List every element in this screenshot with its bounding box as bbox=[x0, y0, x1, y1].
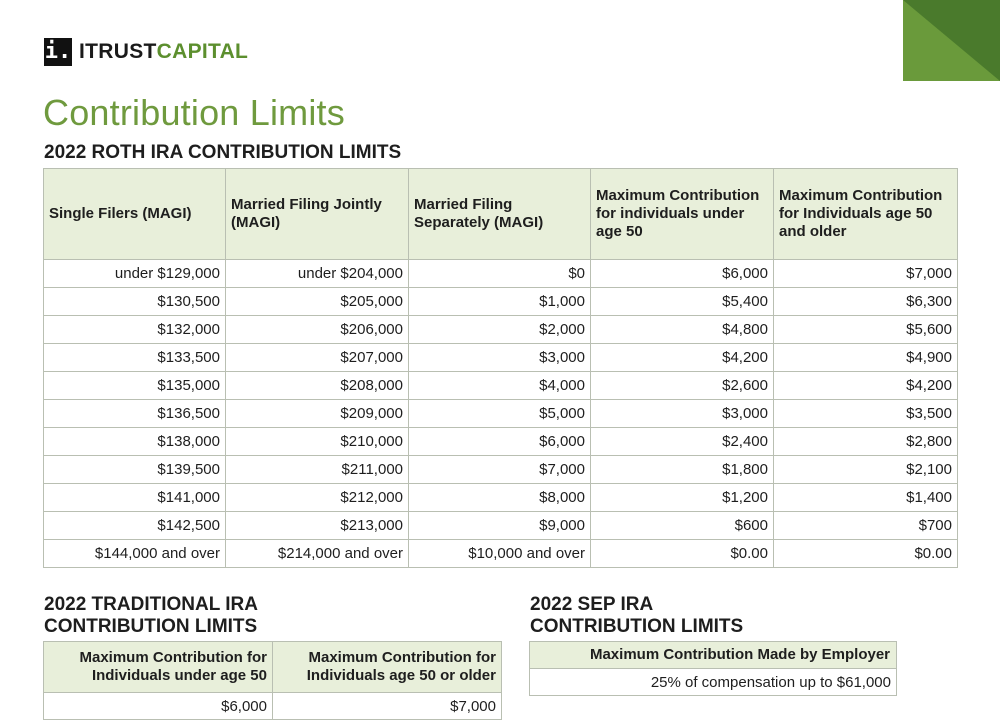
table-cell: $700 bbox=[774, 512, 958, 540]
table-cell: $1,200 bbox=[591, 484, 774, 512]
roth-heading: 2022 ROTH IRA CONTRIBUTION LIMITS bbox=[44, 142, 402, 163]
table-cell: $142,500 bbox=[44, 512, 226, 540]
table-cell: $600 bbox=[591, 512, 774, 540]
table-cell: $133,500 bbox=[44, 344, 226, 372]
table-cell: $206,000 bbox=[226, 316, 409, 344]
corner-decoration bbox=[903, 0, 1000, 81]
table-cell: under $129,000 bbox=[44, 260, 226, 288]
table-cell: $7,000 bbox=[774, 260, 958, 288]
table-body bbox=[44, 260, 958, 568]
table-cell: $213,000 bbox=[226, 512, 409, 540]
traditional-heading-line2: CONTRIBUTION LIMITS bbox=[44, 616, 258, 637]
table-cell: $3,000 bbox=[409, 344, 591, 372]
table-row bbox=[44, 512, 958, 540]
table-cell: $8,000 bbox=[409, 484, 591, 512]
table-cell: $10,000 and over bbox=[409, 540, 591, 568]
table-cell: $212,000 bbox=[226, 484, 409, 512]
table-header-row bbox=[44, 169, 958, 260]
table-cell: $1,800 bbox=[591, 456, 774, 484]
sep-heading-line1: 2022 SEP IRA bbox=[530, 594, 654, 615]
table-cell: $6,000 bbox=[44, 693, 273, 720]
table-header-row bbox=[530, 642, 897, 669]
table-row bbox=[44, 400, 958, 428]
table-cell: $7,000 bbox=[273, 693, 502, 720]
traditional-heading bbox=[44, 594, 258, 638]
traditional-heading-line1: 2022 TRADITIONAL IRA bbox=[44, 594, 258, 615]
column-header: Maximum Contribution for Individuals age 50 and older bbox=[774, 169, 958, 260]
table-cell: $2,600 bbox=[591, 372, 774, 400]
table-cell: $132,000 bbox=[44, 316, 226, 344]
table-cell: $0 bbox=[409, 260, 591, 288]
table-row bbox=[530, 669, 897, 696]
table-cell: $209,000 bbox=[226, 400, 409, 428]
table-cell: $9,000 bbox=[409, 512, 591, 540]
logo-mark: i. bbox=[44, 39, 72, 64]
table-row bbox=[44, 288, 958, 316]
table-row bbox=[44, 428, 958, 456]
column-header: Maximum Contribution Made by Employer bbox=[530, 642, 897, 669]
column-header: Single Filers (MAGI) bbox=[44, 169, 226, 260]
table-cell: $6,000 bbox=[409, 428, 591, 456]
table-cell: $130,500 bbox=[44, 288, 226, 316]
table-cell: $5,400 bbox=[591, 288, 774, 316]
column-header: Maximum Contribution for individuals under age 50 bbox=[591, 169, 774, 260]
table-cell: $211,000 bbox=[226, 456, 409, 484]
table-cell: $4,800 bbox=[591, 316, 774, 344]
table-row bbox=[44, 456, 958, 484]
column-header: Maximum Contribution for Individuals under age 50 bbox=[44, 642, 273, 693]
table-cell: $7,000 bbox=[409, 456, 591, 484]
brand-logo[interactable] bbox=[44, 38, 248, 66]
roth-ira-table bbox=[43, 168, 958, 568]
table-cell: $3,500 bbox=[774, 400, 958, 428]
table-cell: $136,500 bbox=[44, 400, 226, 428]
table-cell: $207,000 bbox=[226, 344, 409, 372]
column-header: Married Filing Separately (MAGI) bbox=[409, 169, 591, 260]
table-cell: $2,100 bbox=[774, 456, 958, 484]
table-cell: $1,000 bbox=[409, 288, 591, 316]
table-cell: $144,000 and over bbox=[44, 540, 226, 568]
sep-ira-table bbox=[529, 641, 897, 696]
table-cell: $5,000 bbox=[409, 400, 591, 428]
logo-wordmark bbox=[79, 40, 248, 64]
table-body bbox=[44, 693, 502, 720]
table-cell: $205,000 bbox=[226, 288, 409, 316]
sep-heading bbox=[530, 594, 743, 638]
table-cell: $214,000 and over bbox=[226, 540, 409, 568]
table-cell: $210,000 bbox=[226, 428, 409, 456]
table-cell: $5,600 bbox=[774, 316, 958, 344]
table-cell: $4,900 bbox=[774, 344, 958, 372]
page-title: Contribution Limits bbox=[43, 92, 345, 133]
column-header: Married Filing Jointly (MAGI) bbox=[226, 169, 409, 260]
table-row bbox=[44, 260, 958, 288]
column-header: Maximum Contribution for Individuals age 50 or older bbox=[273, 642, 502, 693]
table-cell: $0.00 bbox=[591, 540, 774, 568]
table-cell: $6,300 bbox=[774, 288, 958, 316]
sep-heading-line2: CONTRIBUTION LIMITS bbox=[530, 616, 744, 637]
table-cell: $2,400 bbox=[591, 428, 774, 456]
table-cell: $2,800 bbox=[774, 428, 958, 456]
table-row bbox=[44, 344, 958, 372]
table-body bbox=[530, 669, 897, 696]
table-cell: $3,000 bbox=[591, 400, 774, 428]
table-cell: $135,000 bbox=[44, 372, 226, 400]
table-row bbox=[44, 540, 958, 568]
table-header-row bbox=[44, 642, 502, 693]
table-cell: 25% of compensation up to $61,000 bbox=[530, 669, 897, 696]
table-row bbox=[44, 484, 958, 512]
table-cell: under $204,000 bbox=[226, 260, 409, 288]
table-cell: $141,000 bbox=[44, 484, 226, 512]
traditional-ira-table bbox=[43, 641, 502, 720]
table-cell: $0.00 bbox=[774, 540, 958, 568]
table-cell: $6,000 bbox=[591, 260, 774, 288]
table-cell: $4,200 bbox=[591, 344, 774, 372]
table-row bbox=[44, 316, 958, 344]
table-cell: $138,000 bbox=[44, 428, 226, 456]
table-cell: $1,400 bbox=[774, 484, 958, 512]
table-cell: $4,000 bbox=[409, 372, 591, 400]
table-cell: $139,500 bbox=[44, 456, 226, 484]
logo-text-itrust: ITRUST bbox=[79, 40, 157, 63]
table-cell: $2,000 bbox=[409, 316, 591, 344]
table-cell: $4,200 bbox=[774, 372, 958, 400]
table-cell: $208,000 bbox=[226, 372, 409, 400]
table-row bbox=[44, 693, 502, 720]
table-row bbox=[44, 372, 958, 400]
logo-text-capital: CAPITAL bbox=[156, 40, 249, 63]
